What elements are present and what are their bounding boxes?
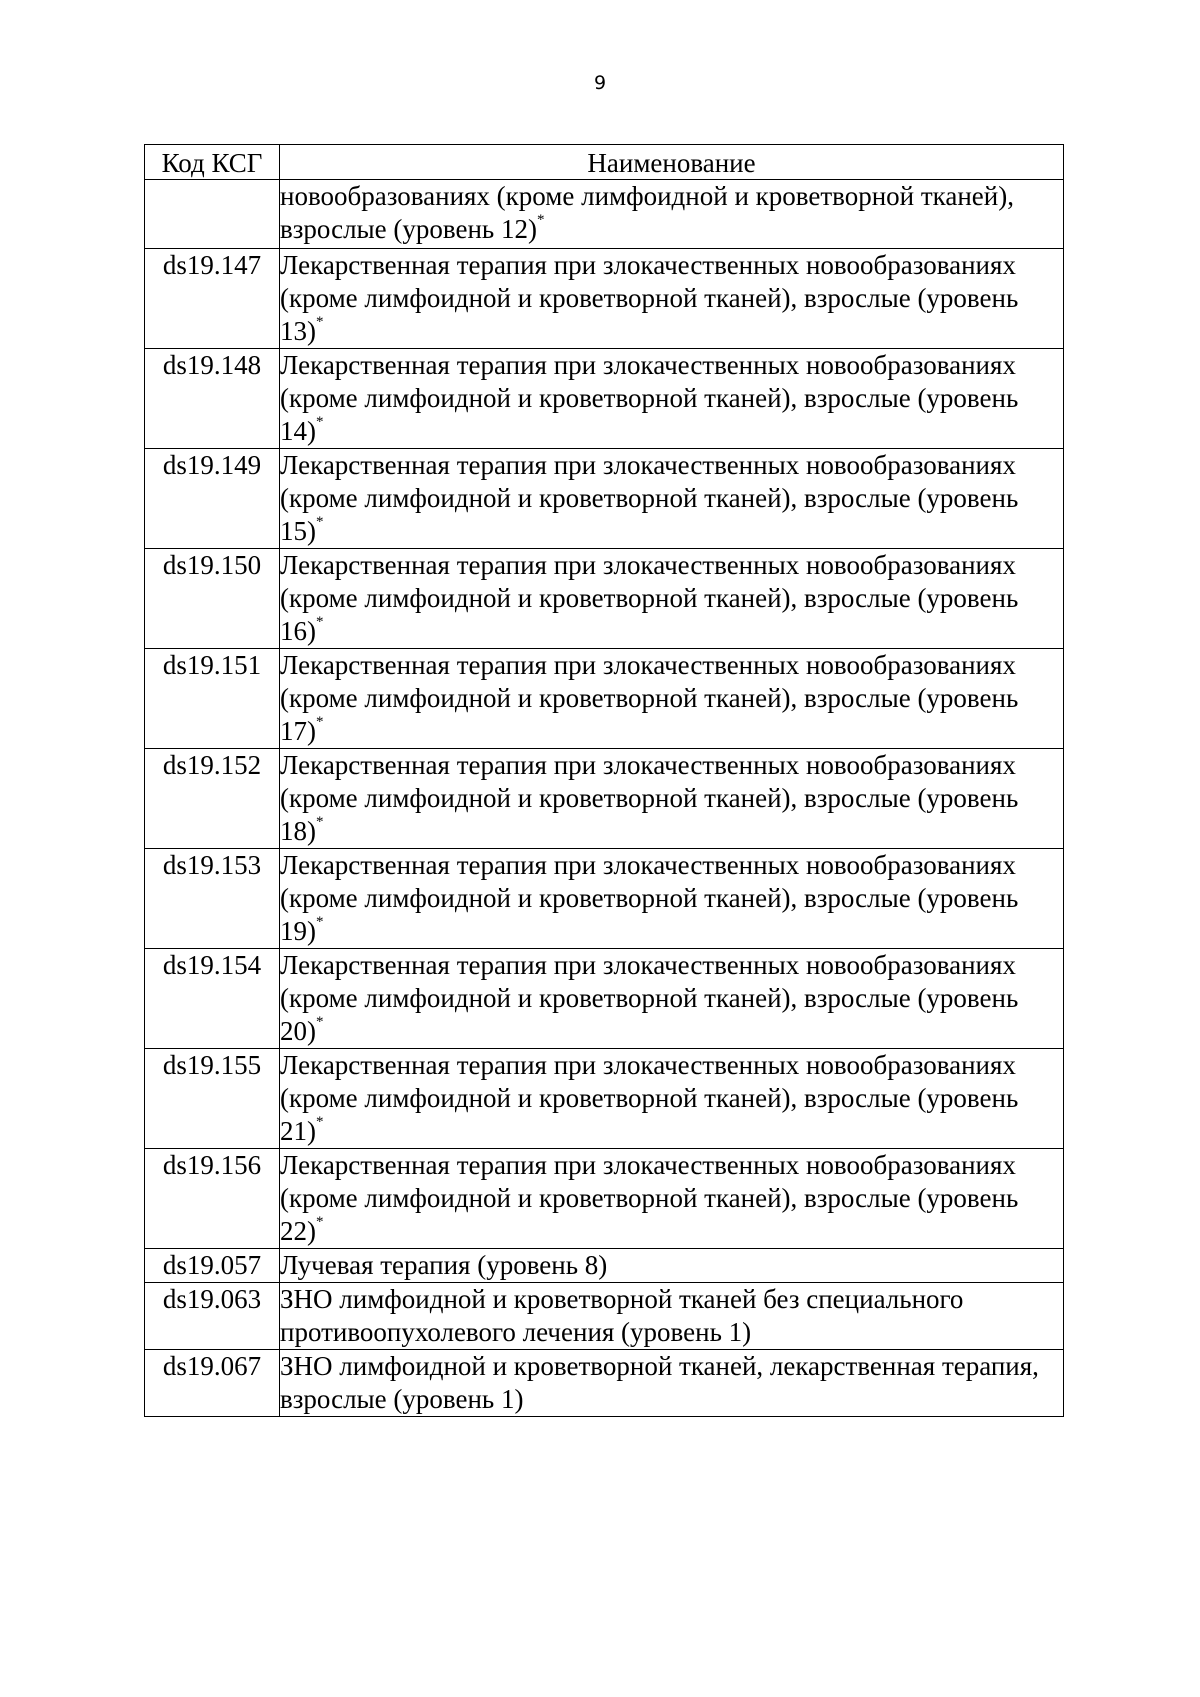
table-row [145, 549, 1064, 649]
row-code: ds19.148 [145, 349, 280, 449]
row-code: ds19.153 [145, 849, 280, 949]
table-row [145, 1283, 1064, 1350]
header-name: Наименование [280, 145, 1064, 180]
row-name [280, 1049, 1064, 1149]
row-code: ds19.149 [145, 449, 280, 549]
row-name [280, 180, 1064, 249]
row-name [280, 1249, 1064, 1283]
table-row [145, 849, 1064, 949]
footnote-mark: * [537, 212, 545, 228]
table-row [145, 749, 1064, 849]
row-name-text: Лучевая терапия (уровень 8) [280, 1250, 608, 1280]
footnote-mark: * [316, 814, 324, 830]
footnote-mark: * [316, 414, 324, 430]
row-name-text: Лекарственная терапия при злокачественных новообразованиях (кроме лимфоидной и кроветворной тканей), взрослые (уровень 16) [280, 550, 1019, 646]
row-code: ds19.150 [145, 549, 280, 649]
row-name [280, 1149, 1064, 1249]
footnote-mark: * [316, 1014, 324, 1030]
table-row [145, 1249, 1064, 1283]
footnote-mark: * [316, 1214, 324, 1230]
row-name [280, 1350, 1064, 1417]
table-row [145, 449, 1064, 549]
row-name-text: Лекарственная терапия при злокачественных новообразованиях (кроме лимфоидной и кроветворной тканей), взрослые (уровень 19) [280, 850, 1019, 946]
row-name-text: Лекарственная терапия при злокачественных новообразованиях (кроме лимфоидной и кроветворной тканей), взрослые (уровень 14) [280, 350, 1019, 446]
ksg-table [144, 144, 1064, 1417]
row-name [280, 649, 1064, 749]
row-name-text: Лекарственная терапия при злокачественных новообразованиях (кроме лимфоидной и кроветворной тканей), взрослые (уровень 18) [280, 750, 1019, 846]
table-row [145, 1350, 1064, 1417]
row-code: ds19.152 [145, 749, 280, 849]
row-code: ds19.147 [145, 249, 280, 349]
page-number: 9 [593, 72, 607, 94]
table-row-continuation [145, 180, 1064, 249]
row-name-text: ЗНО лимфоидной и кроветворной тканей без специального противоопухолевого лечения (уровень 1) [280, 1284, 964, 1347]
row-code: ds19.067 [145, 1350, 280, 1417]
footnote-mark: * [316, 1114, 324, 1130]
header-code: Код КСГ [145, 145, 280, 180]
footnote-mark: * [316, 314, 324, 330]
row-name-text: Лекарственная терапия при злокачественных новообразованиях (кроме лимфоидной и кроветворной тканей), взрослые (уровень 17) [280, 650, 1019, 746]
row-name [280, 249, 1064, 349]
footnote-mark: * [316, 614, 324, 630]
footnote-mark: * [316, 914, 324, 930]
row-name [280, 349, 1064, 449]
row-name-text: новообразованиях (кроме лимфоидной и кроветворной тканей), взрослые (уровень 12) [280, 181, 1014, 244]
row-name [280, 949, 1064, 1049]
row-name-text: Лекарственная терапия при злокачественных новообразованиях (кроме лимфоидной и кроветворной тканей), взрослые (уровень 21) [280, 1050, 1019, 1146]
table-body [145, 180, 1064, 1417]
row-name [280, 449, 1064, 549]
row-name-text: Лекарственная терапия при злокачественных новообразованиях (кроме лимфоидной и кроветворной тканей), взрослые (уровень 20) [280, 950, 1019, 1046]
row-name [280, 749, 1064, 849]
row-name [280, 849, 1064, 949]
footnote-mark: * [316, 514, 324, 530]
row-code: ds19.151 [145, 649, 280, 749]
table-header-row [145, 145, 1064, 180]
row-name-text: Лекарственная терапия при злокачественных новообразованиях (кроме лимфоидной и кроветворной тканей), взрослые (уровень 15) [280, 450, 1019, 546]
row-name-text: ЗНО лимфоидной и кроветворной тканей, лекарственная терапия, взрослые (уровень 1) [280, 1351, 1039, 1414]
row-code: ds19.154 [145, 949, 280, 1049]
row-name [280, 1283, 1064, 1350]
table-row [145, 649, 1064, 749]
table-row [145, 249, 1064, 349]
row-name [280, 549, 1064, 649]
row-code: ds19.063 [145, 1283, 280, 1350]
row-code [145, 180, 280, 249]
table-row [145, 349, 1064, 449]
table-row [145, 949, 1064, 1049]
row-code: ds19.057 [145, 1249, 280, 1283]
row-name-text: Лекарственная терапия при злокачественных новообразованиях (кроме лимфоидной и кроветворной тканей), взрослые (уровень 13) [280, 250, 1019, 346]
row-code: ds19.156 [145, 1149, 280, 1249]
row-code: ds19.155 [145, 1049, 280, 1149]
footnote-mark: * [316, 714, 324, 730]
table-row [145, 1149, 1064, 1249]
row-name-text: Лекарственная терапия при злокачественных новообразованиях (кроме лимфоидной и кроветворной тканей), взрослые (уровень 22) [280, 1150, 1019, 1246]
table-row [145, 1049, 1064, 1149]
